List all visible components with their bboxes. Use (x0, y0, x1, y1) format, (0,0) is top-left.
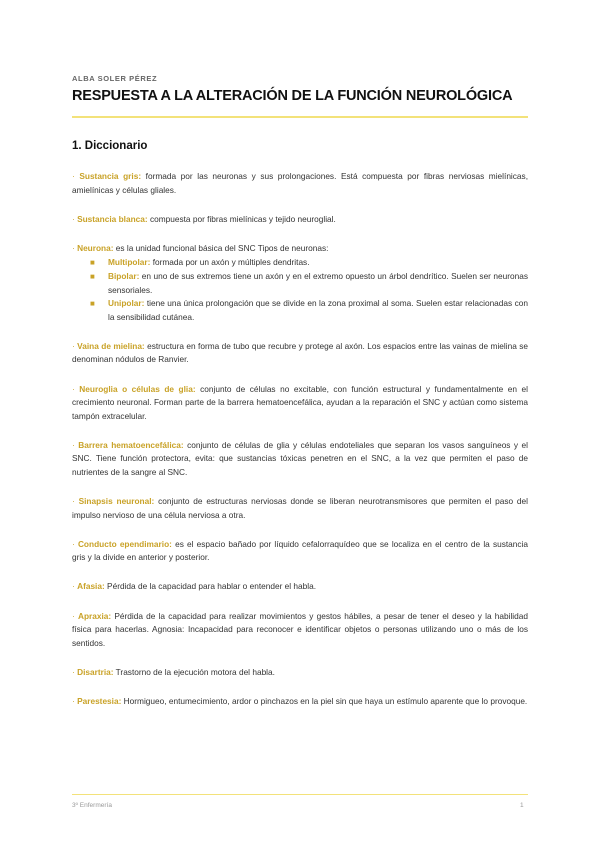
entry-definition: estructura en forma de tubo que recubre y protege al axón. Los espacios entre las vainas de mielina se denominan nódulos de Ranvier. (72, 340, 528, 365)
entry-term: Sustancia gris: (79, 171, 142, 181)
sub-term: Bipolar: (108, 270, 140, 281)
bullet-marker: · (72, 171, 80, 181)
entry-definition: es la unidad funcional básica del SNC Tipos de neuronas: (113, 242, 329, 253)
sub-list-item (72, 256, 528, 270)
entry-definition: Pérdida de la capacidad para realizar movimientos y gestos hábiles, a pesar de tener el deseo y la habilidad física para hacerlas. Agnosia: Incapacidad para reconocer e identificar objetos o personas utilizando uno o más de los sentidos. (72, 610, 528, 648)
dictionary-entry (72, 340, 528, 367)
entry-definition: compuesta por fibras mielínicas y tejido neuroglial. (147, 213, 336, 224)
sub-list-item (72, 297, 528, 324)
dictionary-entry (72, 580, 528, 594)
bullet-marker: · (72, 496, 79, 507)
sub-term: Unipolar: (108, 298, 145, 309)
entry-term: Barrera hematoencefálica: (78, 439, 184, 450)
dictionary-entry (72, 383, 528, 424)
entry-term: Sustancia blanca: (77, 213, 148, 224)
sub-term: Multipolar: (108, 257, 151, 268)
dictionary-entry (72, 439, 528, 480)
entry-definition: conjunto de estructuras nerviosas donde se liberan neurotransmisores que permiten el paso del impulso nervioso de una célula nerviosa a otra. (72, 496, 528, 520)
square-bullet-icon: ■ (90, 258, 95, 268)
bullet-marker: · (72, 666, 78, 677)
entry-term: Conducto ependimario: (77, 538, 172, 549)
entry-term: Sinapsis neuronal: (78, 496, 155, 507)
bullet-marker: · (72, 538, 78, 549)
entry-definition: es el espacio bañado por líquido cefalorraquídeo que se localiza en el centro de la sustancia gris y la divide en anterior y posterior. (72, 538, 528, 563)
bullet-marker: · (72, 695, 78, 706)
entry-term: Neurona: (77, 242, 114, 253)
entry-term: Afasia: (77, 581, 105, 592)
dictionary-entry (72, 170, 528, 197)
dictionary-entry (72, 242, 528, 325)
dictionary-entry (72, 495, 528, 522)
bullet-marker: · (72, 242, 78, 253)
square-bullet-icon: ■ (90, 271, 95, 281)
bullet-marker: · (72, 610, 78, 621)
entry-definition: Pérdida de la capacidad para hablar o entender el habla. (104, 581, 317, 592)
author-name: ALBA SOLER PÉREZ (72, 74, 158, 83)
dictionary-list (72, 170, 528, 724)
page-number: 1 (520, 802, 524, 809)
footer-course: 3º Enfermería (72, 802, 112, 809)
entry-term: Parestesia: (77, 695, 122, 706)
sub-definition: formada por un axón y múltiples dendritas. (150, 257, 310, 268)
entry-definition: Trastorno de la ejecución motora del habla. (113, 666, 275, 677)
sub-list-item (72, 270, 528, 297)
entry-definition: Hormigueo, entumecimiento, ardor o pinchazos en la piel sin que haya un estímulo aparente que lo provoque. (121, 695, 528, 706)
bullet-marker: · (72, 581, 78, 592)
entry-term: Neuroglia o células de glia: (79, 383, 196, 394)
bullet-marker: · (72, 383, 80, 394)
header-divider (72, 116, 528, 118)
entry-definition: conjunto de células no excitable, con función estructural y fundamentalmente en el crecimiento neuronal. Forman parte de la barrera hematoencefálica, ayudan a la reparación el SNC y actúan como sistema tampón extracelular. (72, 383, 528, 421)
bullet-marker: · (72, 439, 79, 450)
document-title: RESPUESTA A LA ALTERACIÓN DE LA FUNCIÓN NEUROLÓGICA (72, 88, 513, 104)
sub-list (72, 256, 528, 324)
dictionary-entry (72, 213, 528, 227)
entry-term: Disartria: (77, 666, 114, 677)
dictionary-entry (72, 666, 528, 680)
dictionary-entry (72, 538, 528, 565)
bullet-marker: · (72, 213, 78, 224)
entry-term: Vaina de mielina: (77, 340, 145, 351)
footer-divider (72, 794, 528, 795)
bullet-marker: · (72, 340, 78, 351)
square-bullet-icon: ■ (90, 299, 95, 309)
dictionary-entry (72, 610, 528, 651)
entry-definition: formada por las neuronas y sus prolongaciones. Está compuesta por fibras nerviosas mielínicas, amielínicas y células gliales. (72, 171, 528, 195)
entry-term: Apraxia: (77, 610, 112, 621)
dictionary-entry (72, 695, 528, 709)
sub-definition: tiene una única prolongación que se divide en la zona proximal al soma. Suelen estar relacionadas con la sensibilidad cutánea. (108, 298, 528, 322)
entry-definition: conjunto de células de glia y células endoteliales que separan los vasos sanguíneos y el SNC. Tiene función protectora, evita: que sustancias tóxicas penetren en el SNC, a la vez que permiten el paso de nutrientes de la sangre al SNC. (72, 439, 528, 477)
sub-definition: en uno de sus extremos tiene un axón y en el extremo opuesto un árbol dendrítico. Suelen ser neuronas sensoriales. (108, 270, 528, 295)
section-heading: 1. Diccionario (72, 140, 148, 152)
